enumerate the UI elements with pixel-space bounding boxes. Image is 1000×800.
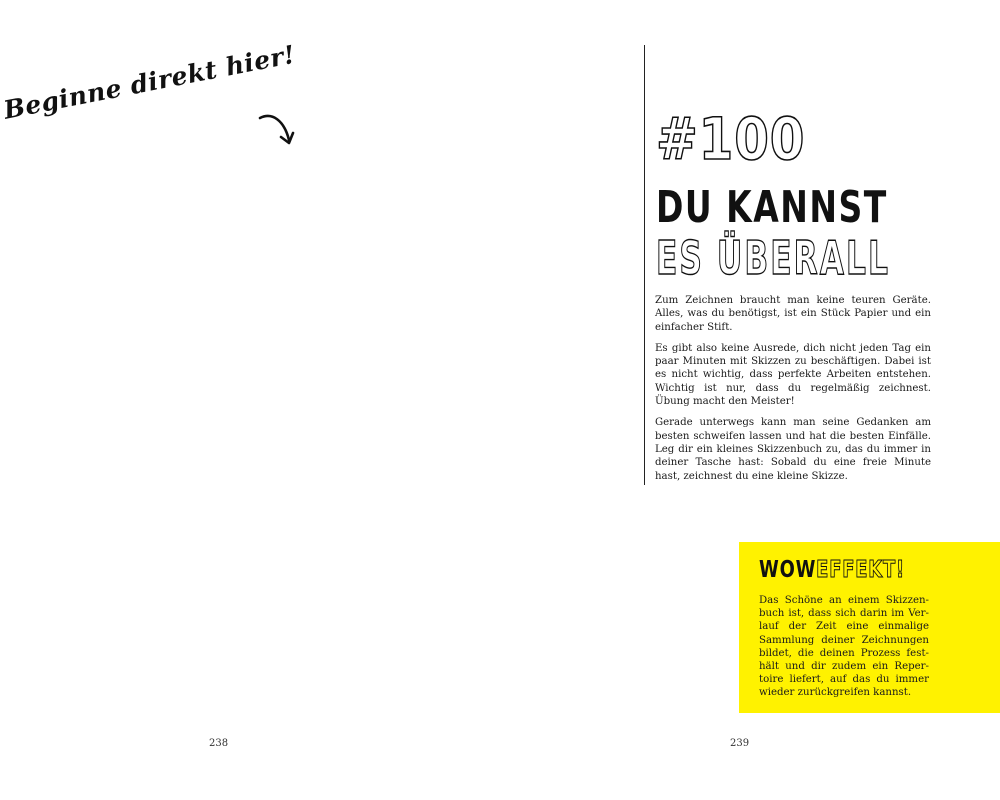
handwritten-note: Beginne direkt hier! — [1, 39, 298, 125]
page-number-left: 238 — [209, 738, 229, 749]
vertical-divider — [644, 45, 645, 485]
page-number-right: 239 — [730, 738, 750, 749]
chapter-number: #100 — [656, 105, 806, 173]
paragraph: Es gibt also keine Ausrede, dich nicht jeden Tag ein paar Minuten mit Skizzen zu beschäftigen. Dabei ist es nicht wichtig, dass perfekte Arbeiten entstehen. Wichtig ist nur, dass du regelmäßig zeichnest. Übung macht den Meister! — [655, 342, 931, 408]
curved-arrow-down-icon — [256, 110, 296, 152]
paragraph: Zum Zeichnen braucht man keine teuren Geräte. Alles, was du benötigst, ist ein Stück Papier und ein einfacher Stift. — [655, 295, 931, 333]
wow-box-title — [759, 554, 905, 586]
wow-effect-box — [739, 542, 1000, 713]
wow-title-outline: EFFEKT! — [816, 557, 905, 583]
wow-title-solid: WOW — [759, 557, 817, 583]
headline-line-1: DU KANNST — [656, 182, 888, 233]
wow-box-text: Das Schöne an einem Skizzenbuch ist, dass sich darin im Verlauf der Zeit eine einmalige Sammlung deiner Zeichnungen bildet, die deinen Prozess festhält und dir zudem ein Repertoire liefert, auf das du immer wieder zurückgreifen kannst. — [759, 595, 929, 699]
paragraph: Gerade unterwegs kann man seine Gedanken am besten schweifen lassen und hat die besten Einfälle. Leg dir ein kleines Skizzenbuch zu, das du immer in deiner Tasche hast: Sobald du eine freie Minute hast, zeichnest du eine kleine Skizze. — [655, 417, 931, 482]
body-text — [655, 294, 931, 491]
headline-line-2: ES ÜBERALL — [656, 231, 890, 285]
